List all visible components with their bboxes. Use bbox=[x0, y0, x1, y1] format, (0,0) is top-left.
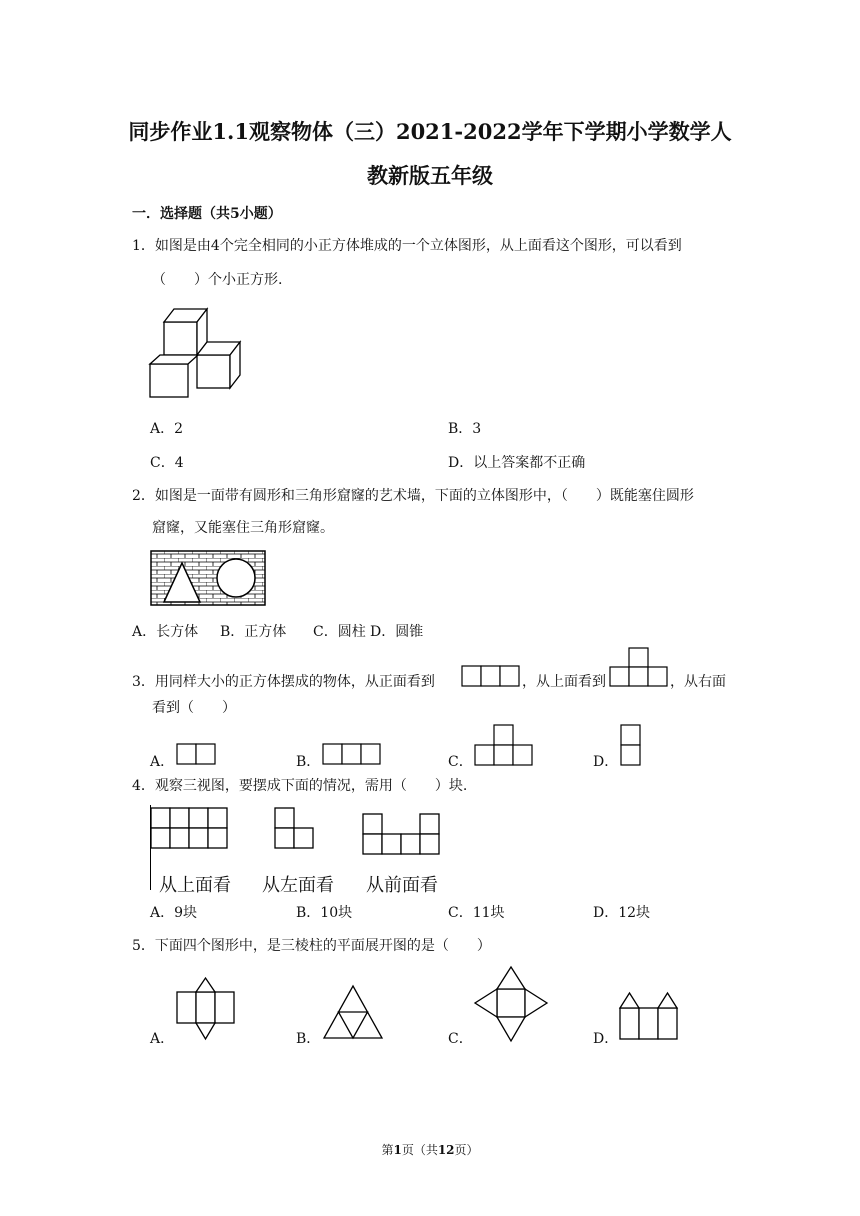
q5-option-c[interactable]: C． bbox=[448, 1031, 473, 1047]
q2-text-line2: 窟窿，又能塞住三角形窟窿。 bbox=[152, 520, 334, 536]
q1-option-a[interactable]: A．2 bbox=[150, 421, 184, 437]
page-title-line1: 同步作业1.1观察物体（三）2021-2022学年下学期小学数学人 bbox=[128, 119, 732, 144]
footer-prefix: 第 bbox=[381, 1143, 394, 1157]
q4-caption-front-view: 从前面看 bbox=[366, 875, 438, 896]
q5-option-a[interactable]: A． bbox=[150, 1031, 175, 1047]
q4-option-b[interactable]: B．10块 bbox=[296, 905, 353, 921]
q2-option-b[interactable]: B．正方体 bbox=[220, 624, 287, 640]
footer-middle: 页（共 bbox=[401, 1143, 438, 1157]
page-title-line2: 教新版五年级 bbox=[367, 163, 493, 188]
footer-total-pages: 12 bbox=[437, 1143, 455, 1157]
q2-art-wall-figure bbox=[150, 550, 266, 606]
q1-cube-figure bbox=[150, 306, 246, 398]
q2-text-line1: 2．如图是一面带有圆形和三角形窟窿的艺术墙，下面的立体图形中，（ ）既能塞住圆形 bbox=[132, 488, 694, 504]
q3-top-view-figure bbox=[609, 647, 669, 687]
q3-option-d[interactable]: D． bbox=[593, 754, 619, 770]
q3-option-c-figure[interactable] bbox=[474, 724, 534, 766]
q5-option-c-figure[interactable] bbox=[474, 965, 548, 1043]
section-heading: 一．选择题（共5小题） bbox=[132, 206, 282, 222]
q5-option-d-figure[interactable] bbox=[619, 991, 679, 1041]
q5-option-b[interactable]: B． bbox=[296, 1031, 321, 1047]
q3-option-c[interactable]: C． bbox=[448, 754, 473, 770]
q5-text-line1: 5．下面四个图形中，是三棱柱的平面展开图的是（ ） bbox=[132, 938, 491, 954]
q4-option-d[interactable]: D．12块 bbox=[593, 905, 651, 921]
q1-option-b[interactable]: B．3 bbox=[448, 421, 482, 437]
q3-option-d-figure[interactable] bbox=[620, 724, 642, 766]
q4-caption-left-view: 从左面看 bbox=[262, 875, 334, 896]
q5-option-a-figure[interactable] bbox=[175, 977, 237, 1041]
q1-option-c[interactable]: C．4 bbox=[150, 455, 184, 471]
q4-three-views-figure bbox=[150, 805, 442, 865]
q1-text-line2: （ ）个小正方形. bbox=[152, 272, 283, 288]
footer-suffix: 页） bbox=[454, 1143, 479, 1157]
q3-text-line2: 看到（ ） bbox=[152, 700, 236, 716]
q2-option-a[interactable]: A．长方体 bbox=[132, 624, 199, 640]
q2-option-c[interactable]: C．圆柱 bbox=[313, 624, 366, 640]
q3-front-view-figure bbox=[461, 665, 521, 687]
q3-option-b[interactable]: B． bbox=[296, 754, 321, 770]
q3-text-part1: 3．用同样大小的正方体摆成的物体，从正面看到 bbox=[132, 674, 435, 690]
footer-page-number: 1 bbox=[393, 1143, 402, 1157]
page-footer bbox=[0, 1141, 860, 1158]
q3-option-b-figure[interactable] bbox=[322, 743, 382, 765]
q5-option-d[interactable]: D． bbox=[593, 1031, 619, 1047]
q4-option-a[interactable]: A．9块 bbox=[150, 905, 198, 921]
q2-option-d[interactable]: D．圆锥 bbox=[370, 624, 424, 640]
q4-caption-top-view: 从上面看 bbox=[159, 875, 231, 896]
q3-text-part3: ，从右面 bbox=[670, 674, 726, 690]
q4-text-line1: 4．观察三视图，要摆成下面的情况，需用（ ）块. bbox=[132, 778, 468, 794]
q4-option-c[interactable]: C．11块 bbox=[448, 905, 505, 921]
q1-text-line1: 1．如图是由4个完全相同的小正方体堆成的一个立体图形，从上面看这个图形，可以看到 bbox=[132, 238, 682, 254]
q3-text-part2: ，从上面看到 bbox=[522, 674, 606, 690]
q3-option-a-figure[interactable] bbox=[176, 743, 218, 765]
q5-option-b-figure[interactable] bbox=[322, 984, 384, 1040]
q1-option-d[interactable]: D．以上答案都不正确 bbox=[448, 455, 586, 471]
q3-option-a[interactable]: A． bbox=[150, 754, 175, 770]
